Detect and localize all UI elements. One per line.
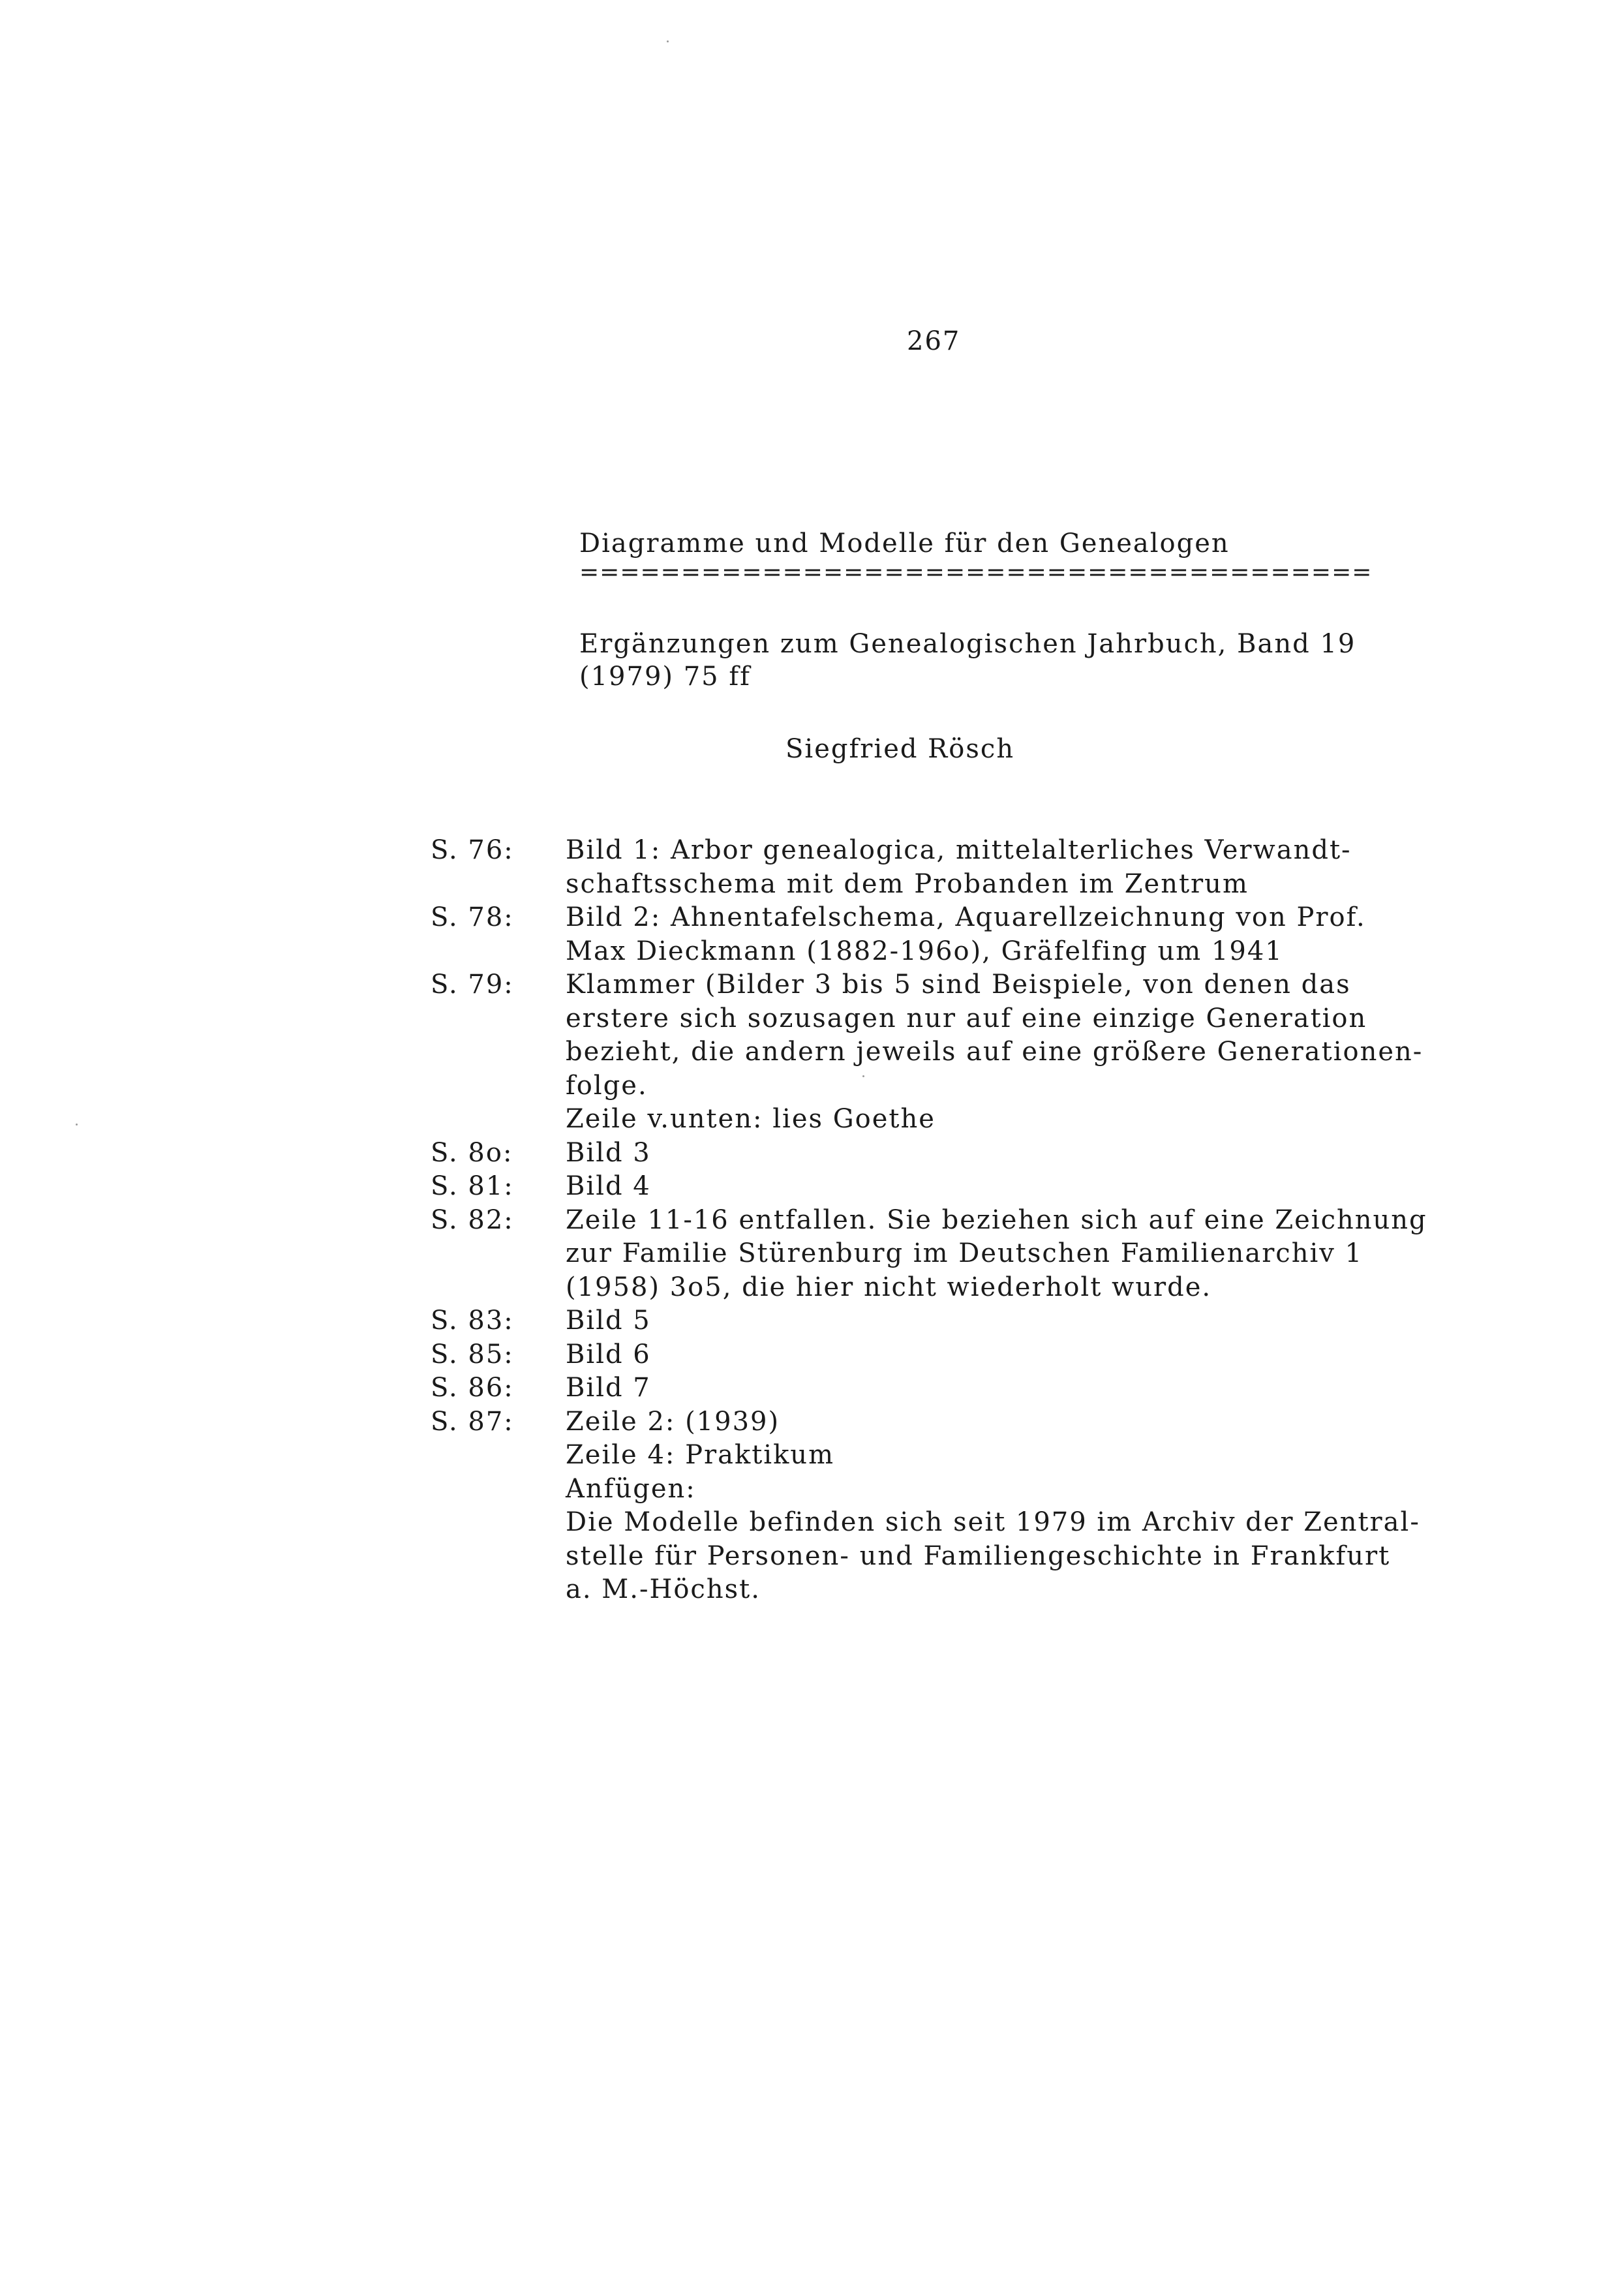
entry-text-line: Bild 7 (566, 1373, 651, 1403)
entry-text (566, 1405, 1540, 1607)
page-reference: S. 78: (431, 902, 514, 932)
entry-text-line: folge. (566, 1070, 648, 1101)
errata-entry (431, 834, 1540, 901)
entry-text-line: Bild 4 (566, 1171, 651, 1201)
entry-text-line: erstere sich sozusagen nur auf eine einzige Generation (566, 1003, 1367, 1033)
page-reference: S. 82: (431, 1204, 514, 1235)
scan-speck (76, 1124, 78, 1125)
page-reference: S. 8o: (431, 1137, 513, 1168)
author-name: Siegfried Rösch (785, 734, 1015, 764)
entry-text-line: Anfügen: (566, 1473, 696, 1504)
errata-list (431, 834, 1540, 1607)
entry-text-line: Klammer (Bilder 3 bis 5 sind Beispiele, von denen das (566, 970, 1351, 1000)
entry-text-line: a. M.-Höchst. (566, 1574, 761, 1604)
errata-entry (431, 1338, 1540, 1372)
page-number: 267 (907, 326, 961, 356)
entry-text-line: Bild 5 (566, 1306, 651, 1336)
entry-text (566, 1371, 1540, 1405)
source-line-2: (1979) 75 ff (579, 662, 751, 692)
entry-text-line: Bild 6 (566, 1339, 651, 1370)
page-reference: S. 83: (431, 1306, 514, 1336)
entry-text (566, 834, 1540, 901)
entry-text-line: Zeile v.unten: lies Goethe (566, 1104, 936, 1134)
entry-text-line: Zeile 4: Praktikum (566, 1440, 834, 1470)
entry-text (566, 1170, 1540, 1204)
title-block (579, 527, 1373, 586)
entry-text-line: Max Dieckmann (1882-196o), Gräfelfing um 1941 (566, 936, 1283, 966)
page-reference: S. 87: (431, 1406, 514, 1437)
entry-text-line: Bild 3 (566, 1137, 651, 1168)
errata-entry (431, 1371, 1540, 1405)
entry-text (566, 1137, 1540, 1171)
entry-text-line: Zeile 2: (1939) (566, 1406, 780, 1437)
errata-entry (431, 1304, 1540, 1338)
entry-text-line: bezieht, die andern jeweils auf eine größere Generationen- (566, 1037, 1424, 1067)
entry-text-line: (1958) 3o5, die hier nicht wiederholt wurde. (566, 1272, 1212, 1302)
scan-speck (667, 40, 669, 42)
errata-entry (431, 1137, 1540, 1171)
page-reference: S. 79: (431, 970, 514, 1000)
entry-text-line: Bild 1: Arbor genealogica, mittelalterliches Verwandt- (566, 835, 1352, 865)
entry-text-line: schaftsschema mit dem Probanden im Zentrum (566, 868, 1249, 899)
page-reference: S. 76: (431, 835, 514, 865)
entry-text (566, 968, 1540, 1137)
errata-entry (431, 1204, 1540, 1305)
entry-text-line: stelle für Personen- und Familiengeschichte in Frankfurt (566, 1540, 1391, 1571)
document-title: Diagramme und Modelle für den Genealogen (579, 528, 1230, 559)
source-line-1: Ergänzungen zum Genealogischen Jahrbuch, Band 19 (579, 629, 1356, 659)
entry-text-line: Bild 2: Ahnentafelschema, Aquarellzeichnung von Prof. (566, 902, 1366, 932)
errata-entry (431, 1170, 1540, 1204)
errata-entry (431, 901, 1540, 968)
entry-text (566, 1204, 1540, 1305)
errata-entry (431, 968, 1540, 1137)
entry-text-line: Zeile 11-16 entfallen. Sie beziehen sich auf eine Zeichnung (566, 1204, 1427, 1235)
errata-entry (431, 1405, 1540, 1607)
entry-text (566, 1304, 1540, 1338)
entry-text (566, 1338, 1540, 1372)
source-citation (579, 628, 1356, 693)
entry-text-line: zur Familie Stürenburg im Deutschen Familienarchiv 1 (566, 1238, 1363, 1268)
page-reference: S. 81: (431, 1171, 514, 1201)
entry-text (566, 901, 1540, 968)
page-reference: S. 86: (431, 1373, 514, 1403)
title-underline: ======================================= (579, 559, 1373, 586)
page-reference: S. 85: (431, 1339, 514, 1370)
entry-text-line: Die Modelle befinden sich seit 1979 im Archiv der Zentral- (566, 1507, 1420, 1537)
